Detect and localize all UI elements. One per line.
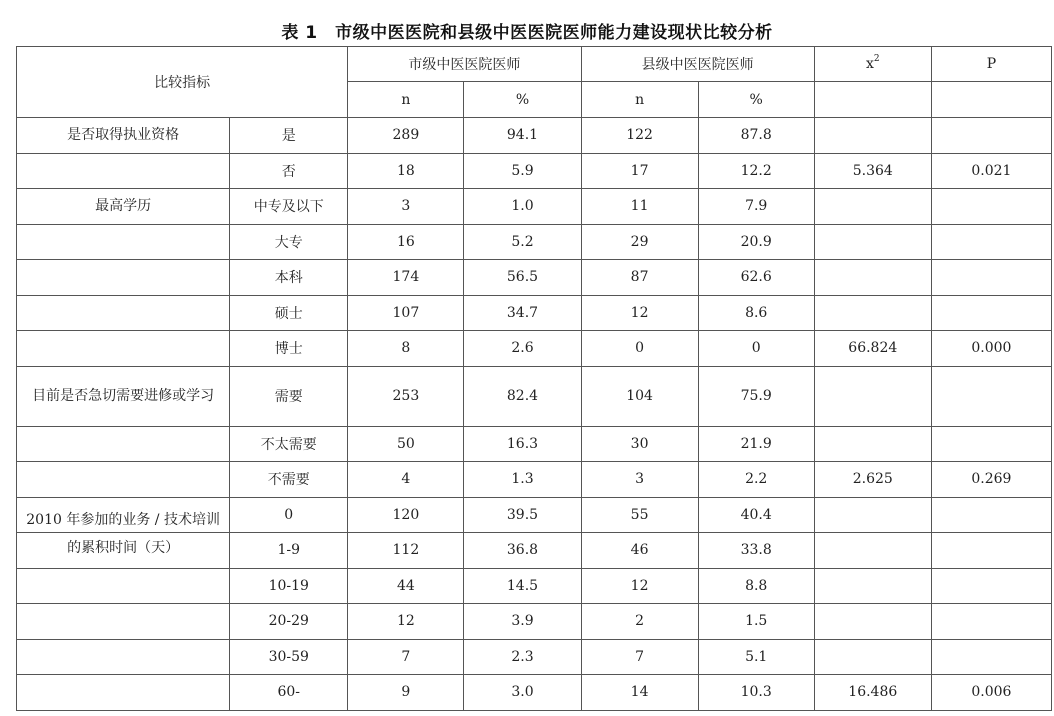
indicator-cell — [17, 295, 230, 331]
county-pct-cell: 7.9 — [698, 189, 814, 225]
indicator-cell: 目前是否急切需要进修或学习 — [17, 366, 230, 426]
sub-indicator-cell: 本科 — [230, 260, 348, 296]
p-value-cell — [931, 497, 1051, 533]
indicator-cell: 最高学历 — [17, 189, 230, 225]
p-value-cell: 0.000 — [931, 331, 1051, 367]
chi-square-cell — [814, 568, 931, 604]
chi-square-cell — [814, 224, 931, 260]
city-pct-cell: 2.3 — [464, 639, 581, 675]
county-pct-cell: 12.2 — [698, 153, 814, 189]
sub-indicator-cell: 需要 — [230, 366, 348, 426]
sub-indicator-cell: 0 — [230, 497, 348, 533]
city-n-cell: 4 — [348, 462, 464, 498]
sub-indicator-cell: 不太需要 — [230, 426, 348, 462]
p-value-cell — [931, 189, 1051, 225]
chi-square-cell — [814, 260, 931, 296]
table-title: 表 1 市级中医医院和县级中医医院医师能力建设现状比较分析 — [281, 23, 773, 43]
indicator-cell — [17, 675, 230, 711]
county-n-cell: 0 — [581, 331, 698, 367]
city-pct-header: % — [464, 82, 581, 118]
city-n-cell: 174 — [348, 260, 464, 296]
table-row — [17, 497, 1052, 533]
table-row — [17, 260, 1052, 296]
city-pct-cell: 1.0 — [464, 189, 581, 225]
table-row — [17, 224, 1052, 260]
indicator-cell — [17, 260, 230, 296]
chi-square-cell — [814, 604, 931, 640]
p-value-cell — [931, 533, 1051, 569]
chi-square-cell: 2.625 — [814, 462, 931, 498]
city-pct-cell: 56.5 — [464, 260, 581, 296]
county-pct-cell: 8.6 — [698, 295, 814, 331]
county-pct-cell: 40.4 — [698, 497, 814, 533]
table-row — [17, 426, 1052, 462]
sub-indicator-cell: 否 — [230, 153, 348, 189]
city-pct-cell: 39.5 — [464, 497, 581, 533]
table-row — [17, 568, 1052, 604]
sub-indicator-cell: 硕士 — [230, 295, 348, 331]
chi-square-header: $x^2$ — [814, 47, 931, 82]
county-n-cell: 3 — [581, 462, 698, 498]
p-value-header: P — [931, 47, 1051, 82]
county-pct-cell: 75.9 — [698, 366, 814, 426]
indicator-cell — [17, 426, 230, 462]
indicator-cell — [17, 462, 230, 498]
p-value-subheader — [931, 82, 1051, 118]
city-pct-cell: 16.3 — [464, 426, 581, 462]
table-row — [17, 118, 1052, 154]
indicator-cell — [17, 331, 230, 367]
county-n-cell: 2 — [581, 604, 698, 640]
city-group-header: 市级中医医院医师 — [348, 47, 581, 82]
county-n-cell: 46 — [581, 533, 698, 569]
p-value-cell — [931, 639, 1051, 675]
table-row — [17, 153, 1052, 189]
p-value-cell: 0.269 — [931, 462, 1051, 498]
chi-square-cell — [814, 295, 931, 331]
county-n-cell: 12 — [581, 295, 698, 331]
sub-indicator-cell: 不需要 — [230, 462, 348, 498]
county-n-cell: 122 — [581, 118, 698, 154]
table-row — [17, 189, 1052, 225]
city-n-cell: 9 — [348, 675, 464, 711]
chi-square-cell — [814, 366, 931, 426]
county-n-cell: 55 — [581, 497, 698, 533]
sub-indicator-cell: 中专及以下 — [230, 189, 348, 225]
comparison-table — [16, 46, 1052, 711]
sub-indicator-cell: 10-19 — [230, 568, 348, 604]
sub-indicator-cell: 60- — [230, 675, 348, 711]
county-pct-cell: 87.8 — [698, 118, 814, 154]
city-pct-cell: 1.3 — [464, 462, 581, 498]
county-n-cell: 29 — [581, 224, 698, 260]
city-n-cell: 253 — [348, 366, 464, 426]
indicator-cell — [17, 497, 230, 556]
indicator-cell — [17, 224, 230, 260]
chi-square-cell: 16.486 — [814, 675, 931, 711]
county-pct-cell: 33.8 — [698, 533, 814, 569]
indicator-cell — [17, 568, 230, 604]
indicator-header: 比较指标 — [17, 47, 348, 118]
p-value-cell: 0.006 — [931, 675, 1051, 711]
sub-indicator-cell: 大专 — [230, 224, 348, 260]
p-value-cell — [931, 366, 1051, 426]
p-value-cell — [931, 295, 1051, 331]
city-n-cell: 112 — [348, 533, 464, 569]
city-pct-cell: 5.2 — [464, 224, 581, 260]
county-pct-cell: 5.1 — [698, 639, 814, 675]
sub-indicator-cell: 30-59 — [230, 639, 348, 675]
p-value-cell — [931, 224, 1051, 260]
county-pct-cell: 8.8 — [698, 568, 814, 604]
p-value-cell — [931, 260, 1051, 296]
city-pct-cell: 36.8 — [464, 533, 581, 569]
chi-square-cell — [814, 533, 931, 569]
chi-square-cell — [814, 189, 931, 225]
county-pct-cell: 2.2 — [698, 462, 814, 498]
county-pct-cell: 20.9 — [698, 224, 814, 260]
city-pct-cell: 82.4 — [464, 366, 581, 426]
city-pct-cell: 34.7 — [464, 295, 581, 331]
city-pct-cell: 2.6 — [464, 331, 581, 367]
county-pct-cell: 0 — [698, 331, 814, 367]
sub-indicator-cell: 20-29 — [230, 604, 348, 640]
county-pct-header: % — [698, 82, 814, 118]
city-pct-cell: 94.1 — [464, 118, 581, 154]
p-value-cell — [931, 604, 1051, 640]
county-pct-cell: 1.5 — [698, 604, 814, 640]
header-row — [17, 47, 1052, 82]
city-n-cell: 8 — [348, 331, 464, 367]
city-n-cell: 16 — [348, 224, 464, 260]
county-pct-cell: 21.9 — [698, 426, 814, 462]
p-value-cell: 0.021 — [931, 153, 1051, 189]
sub-indicator-cell: 1-9 — [230, 533, 348, 569]
county-n-cell: 104 — [581, 366, 698, 426]
city-n-cell: 12 — [348, 604, 464, 640]
p-value-cell — [931, 568, 1051, 604]
indicator-cell — [17, 604, 230, 640]
chi-square-cell: 66.824 — [814, 331, 931, 367]
city-pct-cell: 3.0 — [464, 675, 581, 711]
p-value-cell — [931, 426, 1051, 462]
p-value-cell — [931, 118, 1051, 154]
indicator-cell: 是否取得执业资格 — [17, 118, 230, 154]
county-n-cell: 17 — [581, 153, 698, 189]
county-n-cell: 7 — [581, 639, 698, 675]
city-pct-cell: 14.5 — [464, 568, 581, 604]
city-n-cell: 120 — [348, 497, 464, 533]
city-pct-cell: 3.9 — [464, 604, 581, 640]
city-n-cell: 44 — [348, 568, 464, 604]
chi-square-subheader — [814, 82, 931, 118]
city-n-header: n — [348, 82, 464, 118]
indicator-cell — [17, 153, 230, 189]
county-pct-cell: 62.6 — [698, 260, 814, 296]
county-n-header: n — [581, 82, 698, 118]
county-group-header: 县级中医医院医师 — [581, 47, 814, 82]
table-row — [17, 366, 1052, 426]
table-row — [17, 675, 1052, 711]
table-row — [17, 331, 1052, 367]
table-row — [17, 639, 1052, 675]
chi-square-cell — [814, 497, 931, 533]
county-n-cell: 14 — [581, 675, 698, 711]
city-pct-cell: 5.9 — [464, 153, 581, 189]
county-pct-cell: 10.3 — [698, 675, 814, 711]
city-n-cell: 18 — [348, 153, 464, 189]
city-n-cell: 107 — [348, 295, 464, 331]
city-n-cell: 3 — [348, 189, 464, 225]
indicator-cell — [17, 639, 230, 675]
county-n-cell: 11 — [581, 189, 698, 225]
chi-square-cell — [814, 118, 931, 154]
city-n-cell: 7 — [348, 639, 464, 675]
city-n-cell: 50 — [348, 426, 464, 462]
county-n-cell: 87 — [581, 260, 698, 296]
table-row — [17, 604, 1052, 640]
county-n-cell: 12 — [581, 568, 698, 604]
city-n-cell: 289 — [348, 118, 464, 154]
chi-square-cell — [814, 426, 931, 462]
chi-square-cell: 5.364 — [814, 153, 931, 189]
table-row — [17, 462, 1052, 498]
sub-indicator-cell: 是 — [230, 118, 348, 154]
table-row — [17, 295, 1052, 331]
county-n-cell: 30 — [581, 426, 698, 462]
sub-indicator-cell: 博士 — [230, 331, 348, 367]
chi-square-cell — [814, 639, 931, 675]
training-label-text: 2010 年参加的业务 / 技术培训的累积时间（天） — [26, 511, 220, 556]
